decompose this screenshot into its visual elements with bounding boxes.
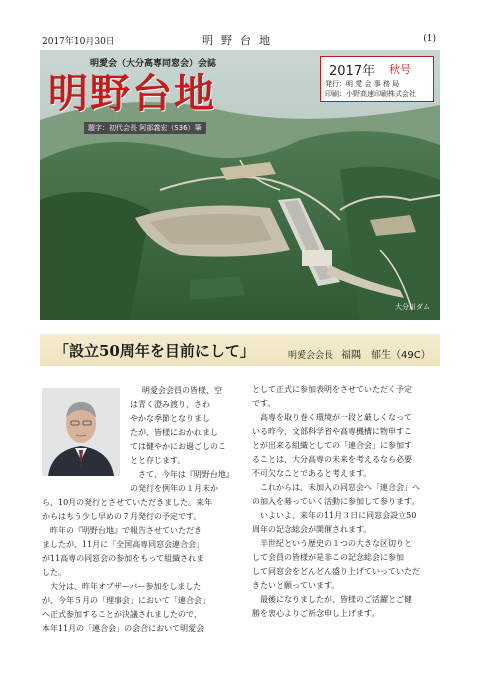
text-line: さて、今年は『明野台地』	[130, 470, 234, 479]
text-line: の加入を募っていく活動に参加して参ります。	[252, 497, 420, 506]
org-line: 明愛会（大分高専同窓会）会誌	[90, 59, 217, 69]
issue-year: 2017年	[329, 64, 376, 79]
text-line: とと存じます。	[130, 456, 186, 465]
text-line: いる昨今、文部科学省や高専機構に物申すこ	[252, 427, 412, 436]
text-line: した。	[42, 568, 66, 577]
author-role: 明愛会会長	[288, 351, 334, 361]
page-number: (1)	[423, 34, 436, 44]
text-line: が11高専の同窓会の参加をもって組織されま	[42, 554, 205, 563]
photo-caption: 大分川ダム	[395, 303, 430, 311]
text-line: 勝を衷心よりご祈念申し上げます。	[252, 609, 380, 618]
author-portrait	[42, 388, 120, 476]
headline-bar	[40, 334, 440, 366]
issue-season: 秋号	[389, 63, 411, 76]
person-portrait-icon	[42, 388, 120, 476]
text-line: これからは、未加入の同窓会へ「連合会」へ	[252, 483, 420, 492]
text-line: が、今年５月の「理事会」において「連合会」	[42, 596, 210, 605]
text-line: 本年11月の「連合会」の会合において明愛会	[42, 624, 205, 633]
article-headline: 「設立50周年を目前にして」	[54, 342, 255, 360]
issue-box	[320, 56, 434, 102]
cover-photo	[40, 50, 440, 320]
text-line: 半世紀という歴史の１つの大きな区切りと	[252, 539, 412, 548]
text-line: ることは、大分高専の未来を考えるなら必要	[252, 455, 412, 464]
text-line: ら、10月の発行とさせていただきました。来年	[42, 498, 213, 507]
text-line: 昨年の『明野台地』で報告させていただき	[42, 526, 202, 535]
masthead-title: 明野台地	[48, 70, 216, 117]
text-line: 大分は、昨年オブザーバー参加をしました	[42, 582, 202, 591]
text-line: として正式に参加表明をさせていただく予定	[252, 385, 412, 394]
publisher-line: 発行：明 愛 会 事 務 局	[325, 80, 400, 88]
article-column-b	[42, 496, 234, 636]
text-line: して会員の皆様が是非この記念総会に参加	[252, 553, 404, 562]
printer-line: 印刷：小野高速印刷株式会社	[325, 90, 416, 98]
text-line: 明愛会会員の皆様、空	[142, 386, 222, 395]
text-line: です。	[252, 399, 276, 408]
text-line: 高専を取り巻く環境が一段と厳しくなって	[252, 413, 412, 422]
article-column-c	[252, 383, 442, 621]
text-line: 最後になりましたが、皆様のご活躍とご健	[252, 595, 412, 604]
text-line: たが、皆様におかれまし	[130, 428, 218, 437]
text-line: は青く澄み渡り、さわ	[130, 400, 210, 409]
issue-date: 2017年10月30日	[42, 37, 115, 47]
calligraphy-credit: 題字：初代会長 阿部義宏（S36）筆	[84, 122, 206, 134]
text-line: やかな季節となりまし	[130, 414, 210, 423]
text-line: 周年の記念総会が開催されます。	[252, 525, 372, 534]
text-line: きたいと願っています。	[252, 581, 340, 590]
text-line: ては健やかにお過ごしのこ	[130, 442, 226, 451]
text-line: して同窓会をどんどん盛り上げていっていただ	[252, 567, 420, 576]
author-name: 福隅 郁生（49C）	[341, 350, 431, 361]
text-line: いよいよ、来年の11月３日に同窓会設立50	[252, 511, 417, 520]
text-line: の発行を例年の１月末か	[130, 484, 218, 493]
text-line: とが出来る組織としての「連合会」に参加す	[252, 441, 412, 450]
text-line: 不可欠なことであると考えます。	[252, 469, 372, 478]
text-line: ましたが、11月に「全国高専同窓会連合会」	[42, 540, 205, 549]
text-line: からはもう少し早めの７月発行の予定です。	[42, 512, 202, 521]
text-line: へ正式参加することが決議されましたので、	[42, 610, 202, 619]
article-column-a	[130, 384, 234, 496]
running-title: 明野台地	[202, 34, 278, 47]
author-byline	[288, 346, 431, 361]
